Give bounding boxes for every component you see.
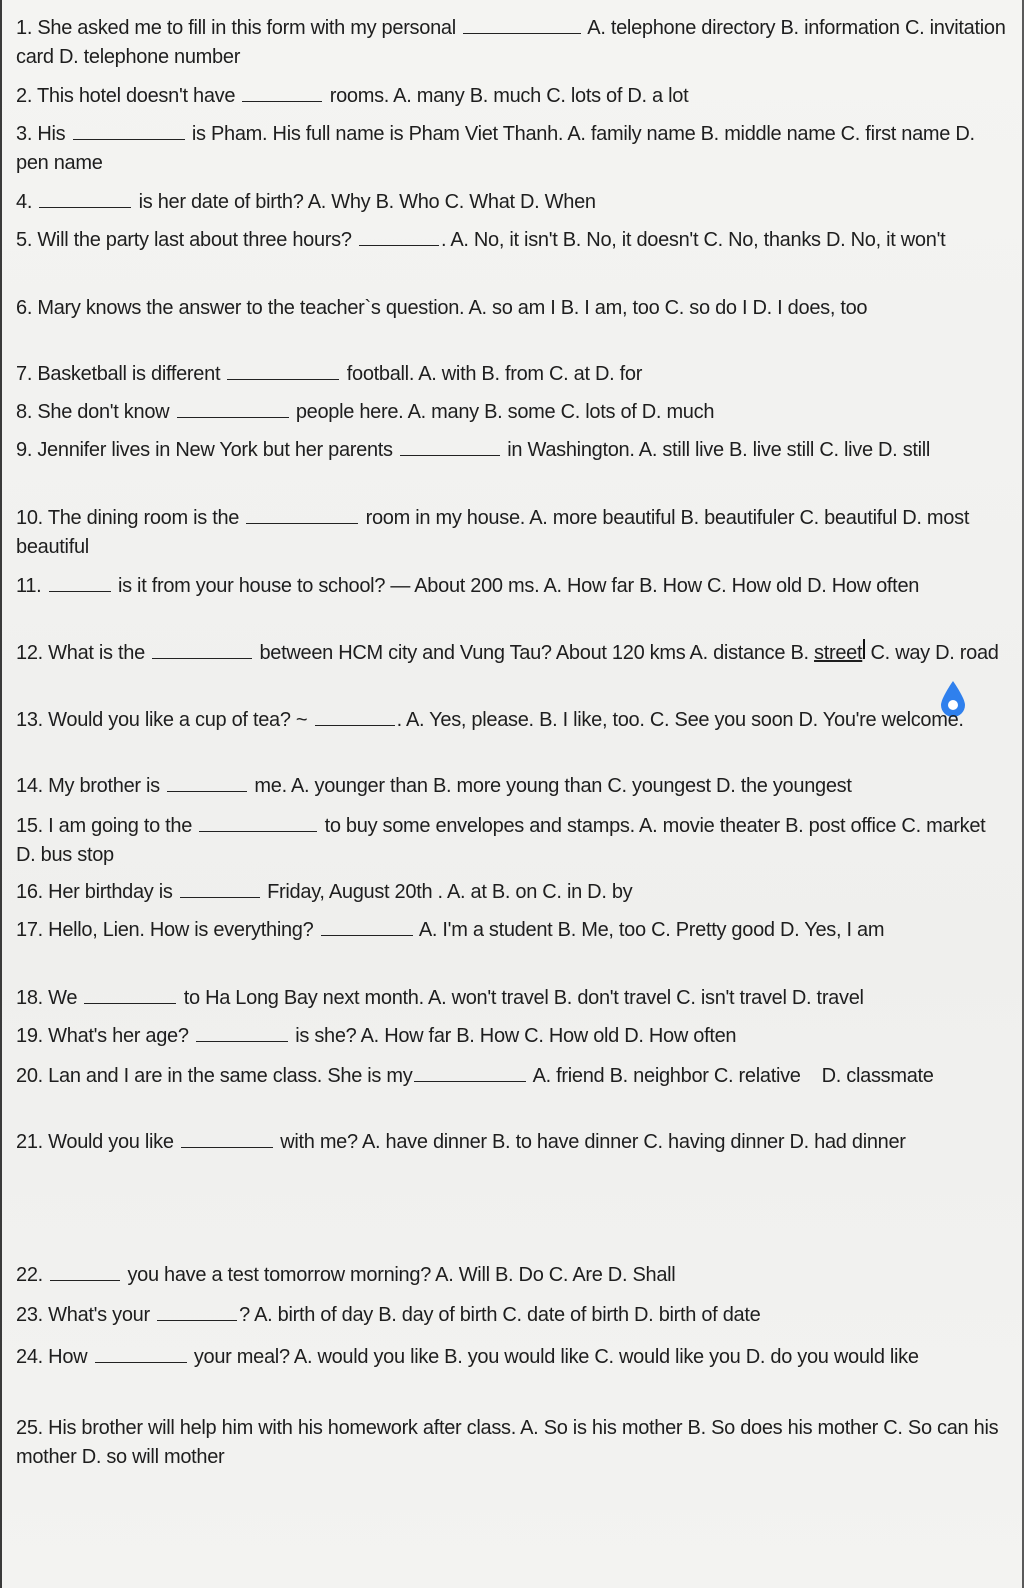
question-7: 7. Basketball is different football. A. with B. from C. at D. for xyxy=(16,363,643,385)
question-6: 6. Mary knows the answer to the teacher`s question. A. so am I B. I am, too C. so do I D. I does, too xyxy=(16,297,868,319)
question-1: 1. She asked me to fill in this form with my personal A. telephone directory B. information C. invitation card D. telephone number xyxy=(16,17,1006,68)
question-20: 20. Lan and I are in the same class. She is my A. friend B. neighbor C. relative D. classmate xyxy=(16,1065,934,1087)
question-24: 24. How your meal? A. would you like B. you would like C. would like you D. do you would like xyxy=(16,1346,919,1368)
question-10: 10. The dining room is the room in my house. A. more beautiful B. beautifuler C. beautiful D. most beautiful xyxy=(16,507,970,558)
question-21: 21. Would you like with me? A. have dinner B. to have dinner C. having dinner D. had dinner xyxy=(16,1131,906,1153)
question-14: 14. My brother is me. A. younger than B. more young than C. youngest D. the youngest xyxy=(16,775,852,797)
question-2: 2. This hotel doesn't have rooms. A. many B. much C. lots of D. a lot xyxy=(16,85,689,107)
answer-blank[interactable] xyxy=(39,193,131,208)
answer-blank[interactable] xyxy=(199,817,317,832)
answer-blank[interactable] xyxy=(167,777,247,792)
question-13: 13. Would you like a cup of tea? ~ . A. Yes, please. B. I like, too. C. See you soon D. You're welcome. xyxy=(16,709,964,731)
question-11: 11. is it from your house to school? ― About 200 ms. A. How far B. How C. How old D. How often xyxy=(16,575,920,597)
answer-blank[interactable] xyxy=(227,365,339,380)
question-15: 15. I am going to the to buy some envelopes and stamps. A. movie theater B. post office C. market D. bus stop xyxy=(16,815,986,866)
answer-blank[interactable] xyxy=(152,644,252,659)
answer-blank[interactable] xyxy=(414,1067,526,1082)
answer-blank[interactable] xyxy=(242,87,322,102)
answer-blank[interactable] xyxy=(157,1306,237,1321)
answer-blank[interactable] xyxy=(400,441,500,456)
answer-blank[interactable] xyxy=(84,989,176,1004)
question-25: 25. His brother will help him with his homework after class. A. So is his mother B. So does his mother C. So can his mother D. so will mother xyxy=(16,1417,999,1468)
answer-blank[interactable] xyxy=(196,1027,288,1042)
answer-blank[interactable] xyxy=(50,1266,120,1281)
question-18: 18. We to Ha Long Bay next month. A. won't travel B. don't travel C. isn't travel D. travel xyxy=(16,987,864,1009)
answer-blank[interactable] xyxy=(180,883,260,898)
answer-blank[interactable] xyxy=(181,1133,273,1148)
answer-blank[interactable] xyxy=(49,577,111,592)
question-8: 8. She don't know people here. A. many B. some C. lots of D. much xyxy=(16,401,715,423)
answer-blank[interactable] xyxy=(321,921,413,936)
question-9: 9. Jennifer lives in New York but her parents in Washington. A. still live B. live still C. live D. still xyxy=(16,439,931,461)
answer-blank[interactable] xyxy=(315,711,395,726)
question-16: 16. Her birthday is Friday, August 20th . A. at B. on C. in D. by xyxy=(16,881,633,903)
answer-blank[interactable] xyxy=(95,1348,187,1363)
question-3: 3. His is Pham. His full name is Pham Viet Thanh. A. family name B. middle name C. first name D. pen name xyxy=(16,123,975,174)
answer-blank[interactable] xyxy=(359,231,439,246)
answer-blank[interactable] xyxy=(246,509,358,524)
question-5: 5. Will the party last about three hours? . A. No, it isn't B. No, it doesn't C. No, thanks D. No, it won't xyxy=(16,229,946,251)
question-4: 4. is her date of birth? A. Why B. Who C. What D. When xyxy=(16,191,596,213)
answer-blank[interactable] xyxy=(463,19,581,34)
answer-blank[interactable] xyxy=(73,125,185,140)
answer-blank[interactable] xyxy=(177,403,289,418)
question-22: 22. you have a test tomorrow morning? A. Will B. Do C. Are D. Shall xyxy=(16,1264,676,1286)
selected-word[interactable]: street xyxy=(814,642,863,664)
text-cursor xyxy=(863,639,865,659)
question-23: 23. What's your ? A. birth of day B. day of birth C. date of birth D. birth of date xyxy=(16,1304,761,1326)
question-17: 17. Hello, Lien. How is everything? A. I'm a student B. Me, too C. Pretty good D. Yes, I am xyxy=(16,919,885,941)
question-12: 12. What is the between HCM city and Vung Tau? About 120 kms A. distance B. street C. way D. road xyxy=(16,639,1010,668)
question-19: 19. What's her age? is she? A. How far B. How C. How old D. How often xyxy=(16,1025,737,1047)
